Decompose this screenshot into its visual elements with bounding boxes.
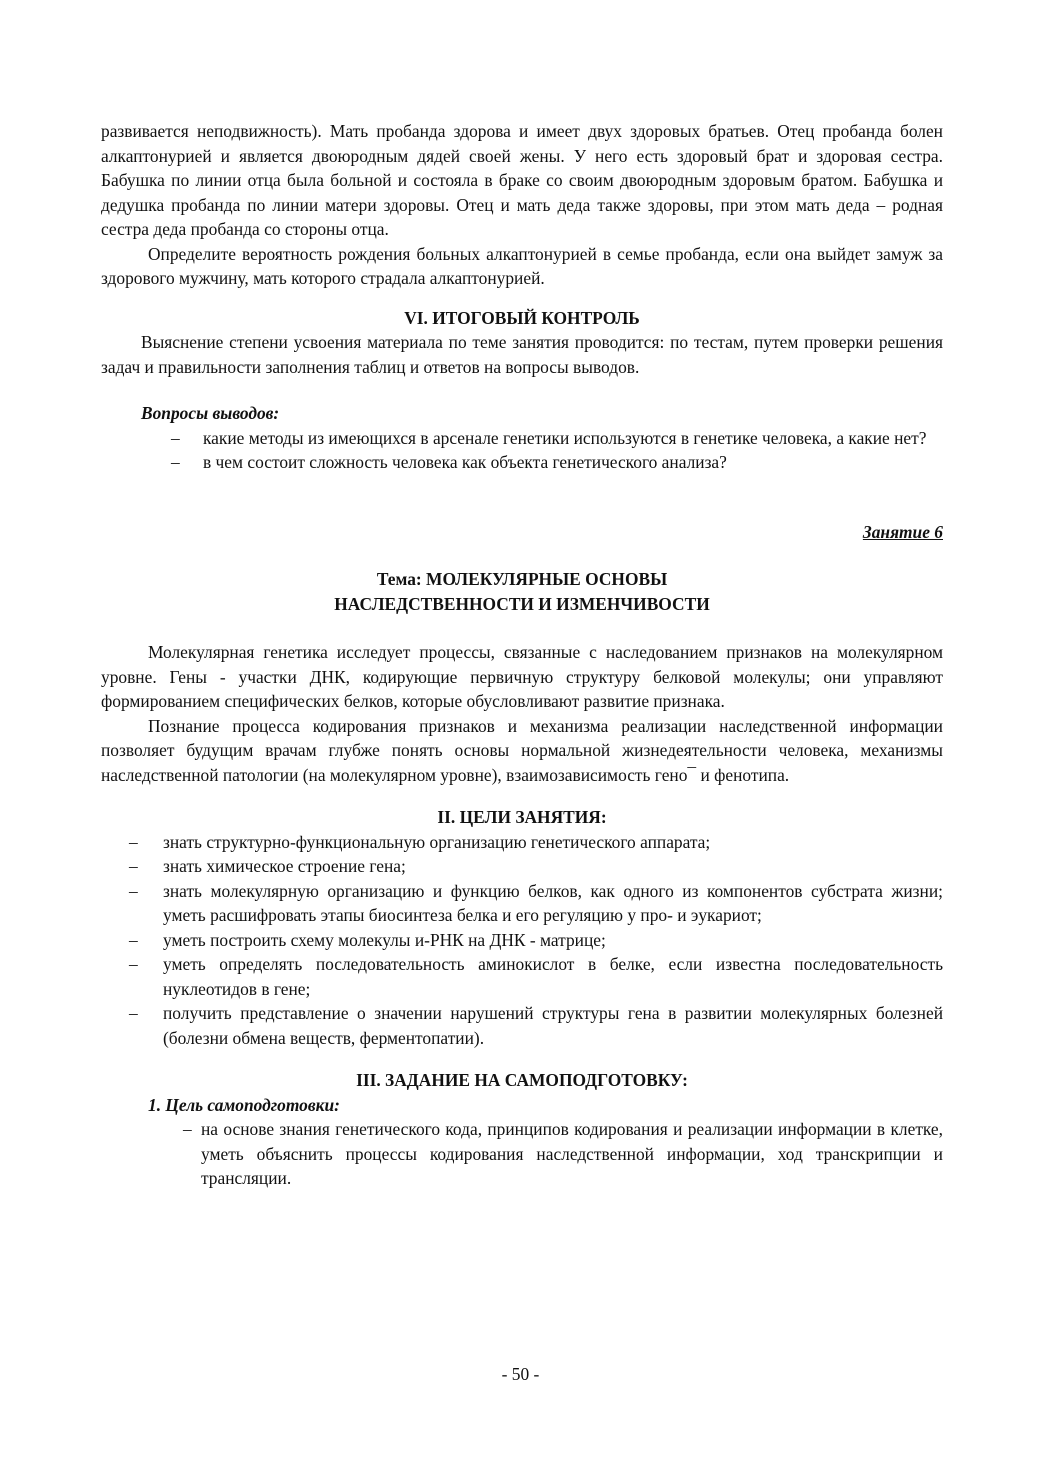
topic-line-2: НАСЛЕДСТВЕННОСТИ И ИЗМЕНЧИВОСТИ bbox=[334, 593, 710, 614]
body-paragraph-1: Молекулярная генетика исследует процессы, связанные с наследованием признаков на молекулярном уровне. Гены - участки ДНК, кодирующие первичную структуру белковой молекулы; они управляют формированием специфических белков, которые обусловливают развитие признака. bbox=[101, 642, 943, 711]
lesson-label: Занятие 6 bbox=[862, 521, 943, 542]
dash-bullet: – bbox=[129, 856, 138, 876]
dash-bullet: – bbox=[129, 831, 138, 852]
self-prep-subheading: 1. Цель самоподготовки: bbox=[148, 1094, 340, 1115]
list-item: – на основе знания генетического кода, принципов кодирования и реализации информации в клетке, уметь объяснить процессы кодирования наследственной информации, ход транскрипции и трансляции. bbox=[183, 1119, 943, 1188]
task-paragraph: Определите вероятность рождения больных алкаптонурией в семье пробанда, если она выйдет замуж за здорового мужчину, мать которого страдала алкаптонурией. bbox=[101, 243, 943, 288]
body-paragraph-2: Познание процесса кодирования признаков и механизма реализации наследственной информации позволяет будущим врачам глубже понять основы нормальной жизнедеятельности человека, механизмы наследственной патологии (на молекулярном уровне), взаимозависимость гено¯ и фенотипа. bbox=[101, 715, 943, 785]
topic-line-1: Тема: МОЛЕКУЛЯРНЫЕ ОСНОВЫ bbox=[376, 569, 668, 589]
dash-bullet: – bbox=[171, 452, 180, 472]
final-control-heading: VI. ИТОГОВЫЙ КОНТРОЛЬ bbox=[404, 307, 640, 328]
self-prep-heading: III. ЗАДАНИЕ НА САМОПОДГОТОВКУ: bbox=[356, 1070, 688, 1090]
dash-bullet: – bbox=[129, 954, 138, 974]
dash-bullet: – bbox=[171, 427, 180, 448]
list-item: – уметь определять последовательность аминокислот в белке, если известна последовательность нуклеотидов в гене; bbox=[129, 954, 943, 999]
list-item: – знать структурно-функциональную организацию генетического аппарата; bbox=[101, 830, 943, 855]
dash-bullet: – bbox=[129, 929, 138, 950]
dash-bullet: – bbox=[183, 1119, 192, 1139]
dash-bullet: – bbox=[129, 880, 138, 901]
questions-list bbox=[101, 426, 943, 475]
goals-heading: II. ЦЕЛИ ЗАНЯТИЯ: bbox=[437, 807, 607, 827]
list-item: – знать химическое строение гена; bbox=[101, 854, 943, 879]
list-item: – в чем состоит сложность человека как объекта генетического анализа? bbox=[101, 450, 943, 475]
list-item: – какие методы из имеющихся в арсенале генетики используются в генетике человека, а какие нет? bbox=[101, 426, 943, 451]
final-control-text: Выяснение степени усвоения материала по теме занятия проводится: по тестам, путем проверки решения задач и правильности заполнения таблиц и ответов на вопросы выводов. bbox=[101, 332, 943, 377]
page-number: - 50 - bbox=[501, 1364, 540, 1384]
list-item: – знать молекулярную организацию и функцию белков, как одного из компонентов субстрата жизни; уметь расшифровать этапы биосинтеза белка и его регуляцию у про- и эукариот; bbox=[129, 880, 943, 925]
document-page bbox=[101, 119, 943, 1191]
self-prep-list bbox=[101, 1117, 943, 1191]
dash-bullet: – bbox=[129, 1003, 138, 1023]
intro-paragraph: развивается неподвижность). Мать пробанда здорова и имеет двух здоровых братьев. Отец пробанда болен алкаптонурией и является двоюродным дядей своей жены. У него есть здоровый брат и здоровая сестра. Бабушка по линии отца была больной и состояла в браке со своим двоюродным здоровым братом. Бабушка и дедушка пробанда по линии матери здоровы. Отец и мать деда также здоровы, при этом мать деда – родная сестра деда пробанда со стороны отца. bbox=[101, 121, 943, 239]
goals-list bbox=[101, 830, 943, 1051]
questions-heading: Вопросы выводов: bbox=[141, 403, 280, 423]
list-item: – получить представление о значении нарушений структуры гена в развитии молекулярных болезней (болезни обмена веществ, ферментопатии). bbox=[129, 1003, 943, 1048]
list-item: – уметь построить схему молекулы и-РНК на ДНК - матрице; bbox=[101, 928, 943, 953]
